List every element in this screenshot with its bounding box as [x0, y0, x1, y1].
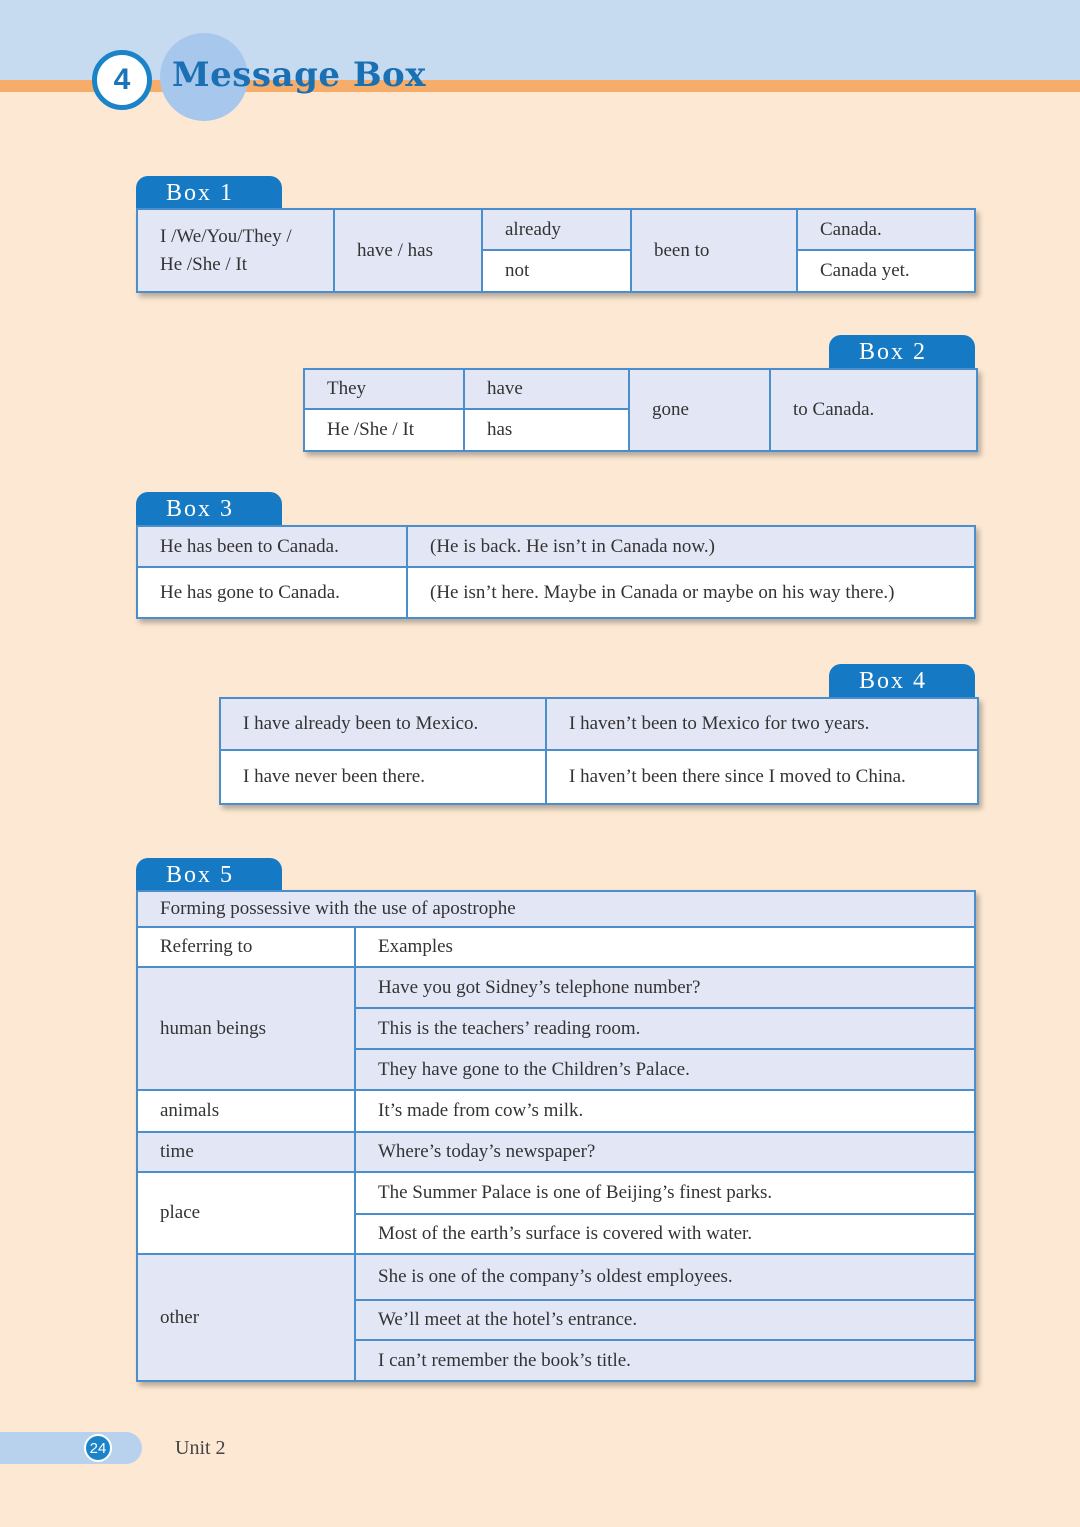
box3-table — [136, 525, 976, 619]
page-number: 24 — [84, 1434, 112, 1462]
box5-example: We’ll meet at the hotel’s entrance. — [355, 1300, 975, 1340]
box5-category: animals — [137, 1090, 355, 1132]
box3-sentence: He has gone to Canada. — [137, 567, 407, 618]
box1-subject-cell — [137, 209, 334, 292]
box5-example: This is the teachers’ reading room. — [355, 1008, 975, 1049]
box2-tab: Box 2 — [829, 335, 975, 369]
box1-subject-line1: I /We/You/They / — [160, 225, 292, 247]
box4-left: I have never been there. — [220, 750, 546, 804]
box5-category: time — [137, 1132, 355, 1172]
box4-right: I haven’t been there since I moved to China. — [546, 750, 978, 804]
box2-table — [303, 368, 978, 452]
box3-tab: Box 3 — [136, 492, 282, 526]
box1-object-1: Canada. — [797, 209, 975, 250]
box3-meaning: (He is back. He isn’t in Canada now.) — [407, 526, 975, 567]
box5-example: It’s made from cow’s milk. — [355, 1090, 975, 1132]
box5-tab: Box 5 — [136, 858, 282, 892]
box1-subject-line2: He /She / It — [160, 253, 248, 275]
box5-example: Most of the earth’s surface is covered with water. — [355, 1214, 975, 1254]
box5-example: She is one of the company’s oldest employees. — [355, 1254, 975, 1300]
box4-table — [219, 697, 979, 805]
box5-table — [136, 890, 976, 1382]
box2-participle: gone — [629, 369, 770, 451]
unit-label: Unit 2 — [175, 1437, 226, 1459]
box1-verb: have / has — [334, 209, 482, 292]
box4-tab: Box 4 — [829, 664, 975, 698]
box5-example: I can’t remember the book’s title. — [355, 1340, 975, 1381]
box3-meaning: (He isn’t here. Maybe in Canada or maybe on his way there.) — [407, 567, 975, 618]
box5-example: Have you got Sidney’s telephone number? — [355, 967, 975, 1008]
box5-category: human beings — [137, 967, 355, 1090]
box5-example: The Summer Palace is one of Beijing’s finest parks. — [355, 1172, 975, 1214]
box2-object: to Canada. — [770, 369, 977, 451]
box1-adverb-already: already — [482, 209, 631, 250]
section-title: Message Box — [172, 55, 427, 95]
box5-category: other — [137, 1254, 355, 1381]
box5-header-examples: Examples — [355, 927, 975, 967]
box2-verb-have: have — [464, 369, 629, 409]
box5-example: Where’s today’s newspaper? — [355, 1132, 975, 1172]
box1-object-2: Canada yet. — [797, 250, 975, 292]
box5-example: They have gone to the Children’s Palace. — [355, 1049, 975, 1090]
box4-right: I haven’t been to Mexico for two years. — [546, 698, 978, 750]
box3-sentence: He has been to Canada. — [137, 526, 407, 567]
page-number-band — [0, 1432, 142, 1464]
box2-verb-has: has — [464, 409, 629, 451]
section-number-badge: 4 — [92, 50, 152, 110]
box1-adverb-not: not — [482, 250, 631, 292]
box2-subject-they: They — [304, 369, 464, 409]
box5-title: Forming possessive with the use of apostrophe — [137, 891, 975, 927]
box5-category: place — [137, 1172, 355, 1254]
box1-tab: Box 1 — [136, 176, 282, 210]
box4-left: I have already been to Mexico. — [220, 698, 546, 750]
box2-subject-he: He /She / It — [304, 409, 464, 451]
box5-header-referring: Referring to — [137, 927, 355, 967]
box1-table — [136, 208, 976, 293]
box1-participle: been to — [631, 209, 797, 292]
